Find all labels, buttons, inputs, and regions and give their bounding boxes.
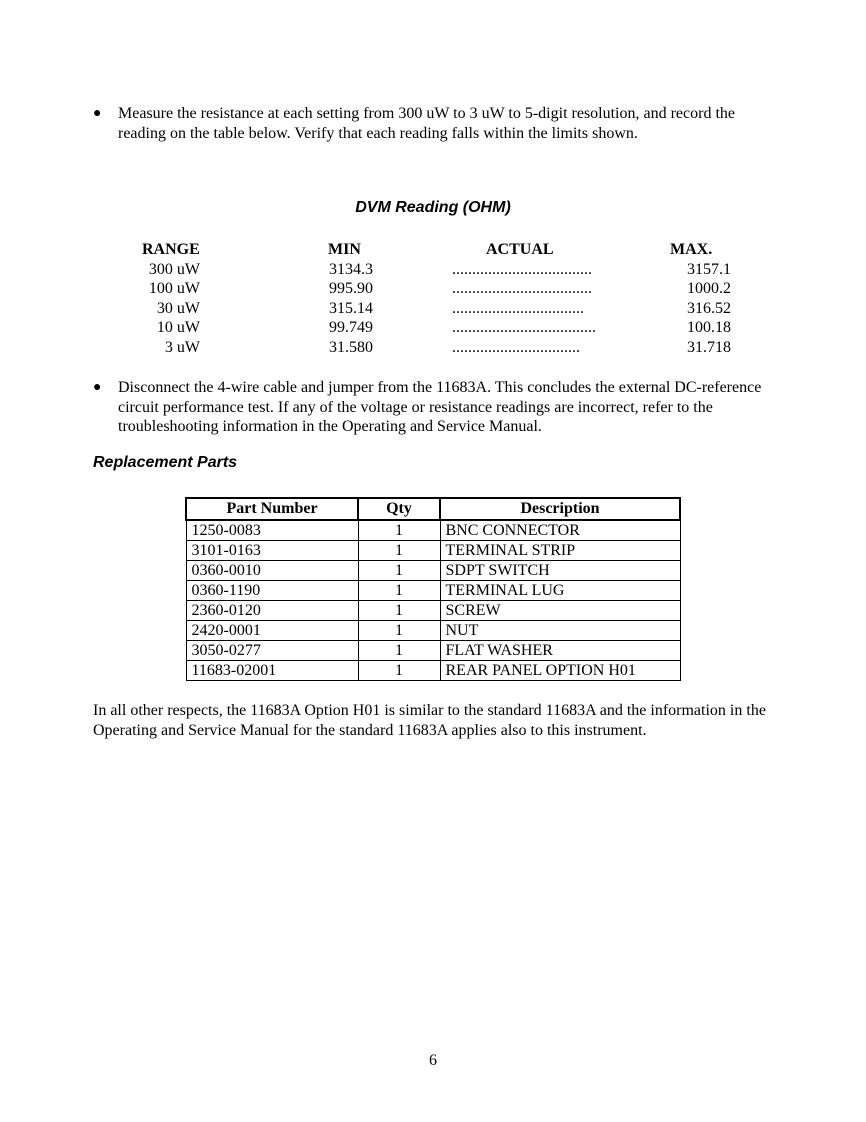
part-description: TERMINAL LUG [440, 581, 680, 601]
dvm-actual-blank: ................................. [452, 299, 584, 317]
part-qty: 1 [358, 641, 440, 661]
bullet-text: Measure the resistance at each setting from 300 uW to 3 uW to 5-digit resolution, and record the reading on the table below. Verify that each reading falls within the limits shown. [118, 105, 736, 142]
part-qty: 1 [358, 661, 440, 681]
dvm-max: 316.52 [687, 299, 731, 317]
dvm-range: 3 uW [164, 338, 200, 356]
part-description: NUT [440, 621, 680, 641]
table-row [186, 661, 680, 681]
part-description: FLAT WASHER [440, 641, 680, 661]
part-description: SCREW [440, 601, 680, 621]
dvm-min: 99.749 [329, 319, 373, 336]
part-qty: 1 [358, 621, 440, 641]
part-description: TERMINAL STRIP [440, 541, 680, 561]
dvm-range: 300 uW [148, 260, 200, 278]
part-qty: 1 [358, 581, 440, 601]
dvm-row [0, 260, 866, 280]
dvm-max: 3157.1 [687, 260, 731, 278]
table-row [186, 641, 680, 661]
part-number: 1250-0083 [186, 520, 358, 541]
dvm-range: 30 uW [156, 299, 200, 317]
table-row [186, 621, 680, 641]
table-row [186, 581, 680, 601]
part-number: 11683-02001 [186, 661, 358, 681]
dvm-actual-blank: ................................ [452, 338, 580, 356]
dvm-min: 315.14 [329, 299, 373, 317]
dvm-header-max: MAX. [670, 241, 713, 258]
part-qty: 1 [358, 601, 440, 621]
dvm-max: 31.718 [687, 338, 731, 356]
bullet-text: Disconnect the 4-wire cable and jumper from the 11683A. This concludes the external DC-reference circuit performance test. If any of the voltage or resistance readings are incorrect, refer to the troubleshooting information in the Operating and Service Manual. [118, 379, 762, 435]
part-number: 3101-0163 [186, 541, 358, 561]
dvm-header-range: RANGE [142, 241, 200, 258]
part-description: REAR PANEL OPTION H01 [440, 661, 680, 681]
table-row [186, 561, 680, 581]
dvm-min: 31.580 [329, 338, 373, 356]
part-qty: 1 [358, 520, 440, 541]
part-number: 2420-0001 [186, 621, 358, 641]
dvm-max: 100.18 [687, 319, 731, 336]
dvm-row [0, 279, 866, 299]
dvm-actual-blank: ................................... [452, 280, 592, 297]
part-number: 0360-0010 [186, 561, 358, 581]
page-number: 6 [429, 1052, 437, 1069]
part-description: SDPT SWITCH [440, 561, 680, 581]
dvm-row [0, 338, 866, 358]
part-number: 2360-0120 [186, 601, 358, 621]
dvm-min: 3134.3 [329, 260, 373, 278]
closing-paragraph: In all other respects, the 11683A Option H01 is similar to the standard 11683A and the information in the Operating and Service Manual for the standard 11683A applies also to this instrument. [93, 702, 766, 739]
part-qty: 1 [358, 561, 440, 581]
dvm-header-row [0, 240, 866, 260]
parts-header-part-number: Part Number [186, 498, 358, 520]
parts-header-qty: Qty [358, 498, 440, 520]
bullet-disconnect-cable [93, 378, 763, 437]
table-row [186, 541, 680, 561]
table-row [186, 520, 680, 541]
bullet-icon: ● [93, 380, 102, 395]
dvm-range: 10 uW [156, 319, 200, 336]
part-qty: 1 [358, 541, 440, 561]
dvm-header-min: MIN [328, 241, 361, 258]
dvm-row [0, 299, 866, 319]
dvm-row [0, 318, 866, 338]
dvm-actual-blank: ................................... [452, 260, 592, 278]
part-number: 3050-0277 [186, 641, 358, 661]
bullet-icon: ● [93, 106, 102, 121]
dvm-header-actual: ACTUAL [486, 241, 554, 258]
dvm-reading-table [0, 240, 866, 357]
dvm-actual-blank: .................................... [452, 319, 596, 336]
table-row [186, 601, 680, 621]
dvm-table-title: DVM Reading (OHM) [355, 199, 511, 216]
section-title-replacement-parts: Replacement Parts [93, 454, 238, 471]
part-description: BNC CONNECTOR [440, 520, 680, 541]
dvm-range: 100 uW [148, 280, 200, 297]
dvm-min: 995.90 [329, 280, 373, 297]
parts-header-row [186, 498, 680, 520]
dvm-max: 1000.2 [687, 280, 731, 297]
bullet-measure-resistance [93, 104, 763, 143]
parts-header-description: Description [440, 498, 680, 520]
replacement-parts-table [185, 497, 681, 681]
part-number: 0360-1190 [186, 581, 358, 601]
